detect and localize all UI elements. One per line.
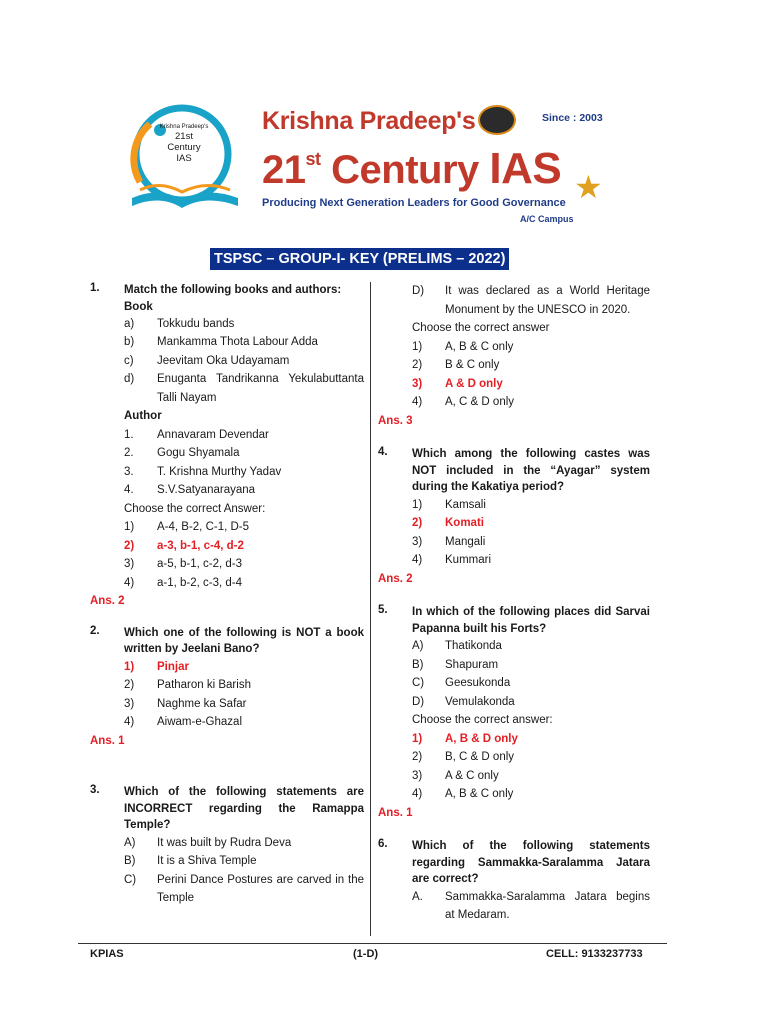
- answer-option: [412, 496, 650, 515]
- item-text: Mankamma Thota Labour Adda: [157, 336, 318, 348]
- option-text: Mangali: [445, 535, 486, 548]
- century-number: 21: [262, 148, 306, 192]
- item-text: Sammakka-Saralamma Jatara begins at Medaram.: [445, 890, 650, 921]
- logo-line-2: Century: [167, 142, 201, 153]
- author-item: [124, 463, 364, 482]
- choose-instruction: Choose the correct answer: [412, 322, 550, 334]
- option-text: A & D only: [445, 377, 503, 390]
- choose-instruction: Choose the correct answer:: [412, 714, 553, 726]
- logo-small-text: Krishna Pradeep's: [159, 124, 209, 130]
- question-1: [90, 282, 364, 611]
- question-3-continued: [378, 282, 650, 430]
- option-label: 3): [124, 697, 135, 710]
- option-label: 1): [412, 340, 423, 353]
- question-text: Which one of the following is NOT a book written by Jeelani Bano?: [124, 626, 364, 655]
- option-label: 3): [412, 377, 423, 390]
- answer-option: [412, 748, 650, 767]
- answer-option: [124, 713, 364, 732]
- century-word: Century: [331, 148, 479, 192]
- choose-instruction: Choose the correct Answer:: [124, 502, 266, 515]
- founder-portrait: [478, 105, 516, 135]
- question-2: [90, 625, 364, 751]
- option-text: Kamsali: [445, 498, 486, 511]
- answer-option: [412, 356, 650, 375]
- item-label: A): [124, 836, 136, 849]
- option-label: 3): [124, 558, 135, 570]
- option-text: Patharon ki Barish: [157, 679, 251, 691]
- option-label: 1): [412, 732, 423, 745]
- option-text: A-4, B-2, C-1, D-5: [157, 521, 250, 533]
- item-text: S.V.Satyanarayana: [157, 484, 256, 496]
- century-suffix: st: [305, 149, 321, 169]
- option-text: A, C & D only: [445, 396, 515, 408]
- option-label: 4): [124, 576, 135, 589]
- campus-label: A/C Campus: [520, 214, 574, 224]
- option-text: Naghme ka Safar: [157, 697, 247, 710]
- place-item: [412, 693, 650, 712]
- item-text: It was built by Rudra Deva: [157, 836, 292, 849]
- answer-option: [412, 338, 650, 357]
- answer-option: [412, 785, 650, 804]
- option-text: A, B & C only: [445, 340, 514, 353]
- author-item: [124, 444, 364, 463]
- logo-line-3: IAS: [176, 153, 192, 164]
- answer-key: Ans. 2: [378, 572, 413, 585]
- item-label: a): [124, 317, 135, 330]
- item-label: 4.: [124, 484, 134, 496]
- item-label: A): [412, 640, 424, 652]
- item-text: Tokkudu bands: [157, 317, 235, 330]
- question-text: Which of the following statements are INCORRECT regarding the Ramappa Temple?: [124, 786, 364, 831]
- answer-option-correct: [412, 375, 650, 394]
- author-heading: Author: [124, 410, 162, 422]
- option-text: a-5, b-1, c-2, d-3: [157, 558, 243, 570]
- item-label: D): [412, 285, 425, 297]
- answer-option-correct: [412, 730, 650, 749]
- logo-text: [156, 124, 212, 164]
- answer-key: Ans. 1: [378, 806, 413, 819]
- option-text: a-1, b-2, c-3, d-4: [157, 576, 243, 589]
- option-text: Kummari: [445, 554, 492, 566]
- option-label: 2): [124, 679, 135, 691]
- item-text: Perini Dance Postures are carved in the Temple: [157, 873, 364, 904]
- answer-option: [124, 676, 364, 695]
- item-label: D): [412, 695, 425, 708]
- question-3: [90, 784, 364, 908]
- option-label: 1): [412, 498, 423, 511]
- option-text: B & C only: [445, 359, 500, 371]
- book-item: [124, 370, 364, 407]
- option-text: B, C & D only: [445, 751, 515, 763]
- star-icon: ★: [574, 169, 603, 205]
- answer-key: Ans. 3: [378, 414, 413, 427]
- statement-item: [412, 282, 650, 319]
- item-label: B): [124, 855, 136, 867]
- question-number: 4.: [378, 446, 388, 458]
- option-label: 2): [412, 517, 423, 529]
- item-text: Gogu Shyamala: [157, 447, 240, 459]
- item-text: Geesukonda: [445, 677, 511, 689]
- option-label: 4): [412, 396, 423, 408]
- place-item: [412, 637, 650, 656]
- question-text: Match the following books and authors:: [124, 284, 342, 296]
- answer-key: Ans. 2: [90, 595, 125, 607]
- right-column: [378, 282, 650, 925]
- option-label: 3): [412, 535, 423, 548]
- footer-left: KPIAS: [90, 948, 124, 960]
- item-label: B): [412, 658, 424, 671]
- answer-option: [412, 393, 650, 412]
- item-label: 3.: [124, 465, 134, 478]
- left-column: [90, 282, 364, 908]
- option-label: 2): [412, 751, 423, 763]
- answer-option: [412, 533, 650, 552]
- item-label: A.: [412, 890, 423, 903]
- header-banner: [112, 90, 624, 230]
- answer-option-correct: [124, 658, 364, 677]
- since-text: Since : 2003: [542, 112, 603, 124]
- item-text: T. Krishna Murthy Yadav: [157, 465, 282, 478]
- answer-option: [124, 574, 364, 593]
- question-number: 3.: [90, 784, 100, 796]
- question-text: In which of the following places did Sarvai Papanna built his Forts?: [412, 606, 650, 635]
- question-number: 5.: [378, 604, 388, 616]
- item-text: Annavaram Devendar: [157, 428, 269, 441]
- option-label: 3): [412, 769, 423, 782]
- answer-option: [124, 695, 364, 714]
- tagline: Producing Next Generation Leaders for Good Governance: [262, 197, 566, 209]
- column-divider: [370, 282, 371, 936]
- item-text: It is a Shiva Temple: [157, 855, 257, 867]
- answer-key: Ans. 1: [90, 734, 125, 747]
- option-text: Aiwam-e-Ghazal: [157, 716, 242, 728]
- answer-option-correct: [124, 537, 364, 556]
- item-text: Vemulakonda: [445, 695, 515, 708]
- option-text: A, B & C only: [445, 788, 514, 800]
- footer-divider: [78, 943, 667, 944]
- question-6: [378, 838, 650, 925]
- answer-option: [412, 767, 650, 786]
- option-label: 4): [412, 554, 423, 566]
- logo-line-1: 21st: [175, 131, 193, 142]
- question-text: Which of the following statements regarding Sammakka-Saralamma Jatara are correct?: [412, 840, 650, 885]
- item-text: Enuganta Tandrikanna Yekulabuttanta Talli Nayam: [157, 373, 364, 404]
- item-text: Shapuram: [445, 658, 499, 671]
- item-label: 1.: [124, 428, 134, 441]
- answer-option-correct: [412, 514, 650, 533]
- item-label: C): [412, 677, 425, 689]
- option-label: 2): [124, 539, 135, 552]
- item-label: 2.: [124, 447, 134, 459]
- item-label: b): [124, 336, 135, 348]
- option-label: 4): [124, 716, 135, 728]
- option-text: A & C only: [445, 769, 499, 782]
- question-text: Which among the following castes was NOT included in the “Ayagar” system during the Kakatiya period?: [412, 448, 650, 493]
- statement-item: [124, 871, 364, 908]
- author-item: [124, 481, 364, 500]
- option-label: 1): [124, 521, 135, 533]
- question-number: 2.: [90, 624, 100, 637]
- option-label: 4): [412, 788, 423, 800]
- option-text: A, B & D only: [445, 732, 518, 745]
- footer-phone: CELL: 9133237733: [546, 948, 643, 960]
- question-number: 6.: [378, 838, 388, 850]
- item-text: It was declared as a World Heritage Monument by the UNESCO in 2020.: [445, 285, 650, 316]
- book-item: [124, 352, 364, 371]
- century-ias: IAS: [489, 144, 562, 193]
- book-heading: Book: [124, 300, 153, 313]
- option-text: a-3, b-1, c-4, d-2: [157, 539, 244, 552]
- question-number: 1.: [90, 282, 100, 294]
- document-title: TSPSC – GROUP-I- KEY (PRELIMS – 2022): [210, 248, 509, 270]
- statement-item: [124, 852, 364, 871]
- option-text: Komati: [445, 517, 484, 529]
- item-text: Jeevitam Oka Udayamam: [157, 354, 290, 367]
- author-item: [124, 426, 364, 445]
- book-item: [124, 333, 364, 352]
- item-label: d): [124, 373, 135, 385]
- place-item: [412, 656, 650, 675]
- option-label: 2): [412, 359, 423, 371]
- brand-name: Krishna Pradeep's: [262, 107, 476, 135]
- answer-option: [412, 551, 650, 570]
- answer-option: [124, 518, 364, 537]
- book-item: [124, 315, 364, 334]
- item-text: Thatikonda: [445, 640, 502, 652]
- item-label: c): [124, 354, 134, 367]
- item-label: C): [124, 873, 137, 886]
- brand-century: [262, 144, 561, 194]
- statement-item: [124, 834, 364, 853]
- option-text: Pinjar: [157, 660, 189, 673]
- question-5: [378, 604, 650, 822]
- place-item: [412, 674, 650, 693]
- statement-item: [412, 888, 650, 925]
- option-label: 1): [124, 660, 135, 673]
- question-4: [378, 446, 650, 588]
- answer-option: [124, 555, 364, 574]
- footer-page-number: (1-D): [353, 948, 379, 960]
